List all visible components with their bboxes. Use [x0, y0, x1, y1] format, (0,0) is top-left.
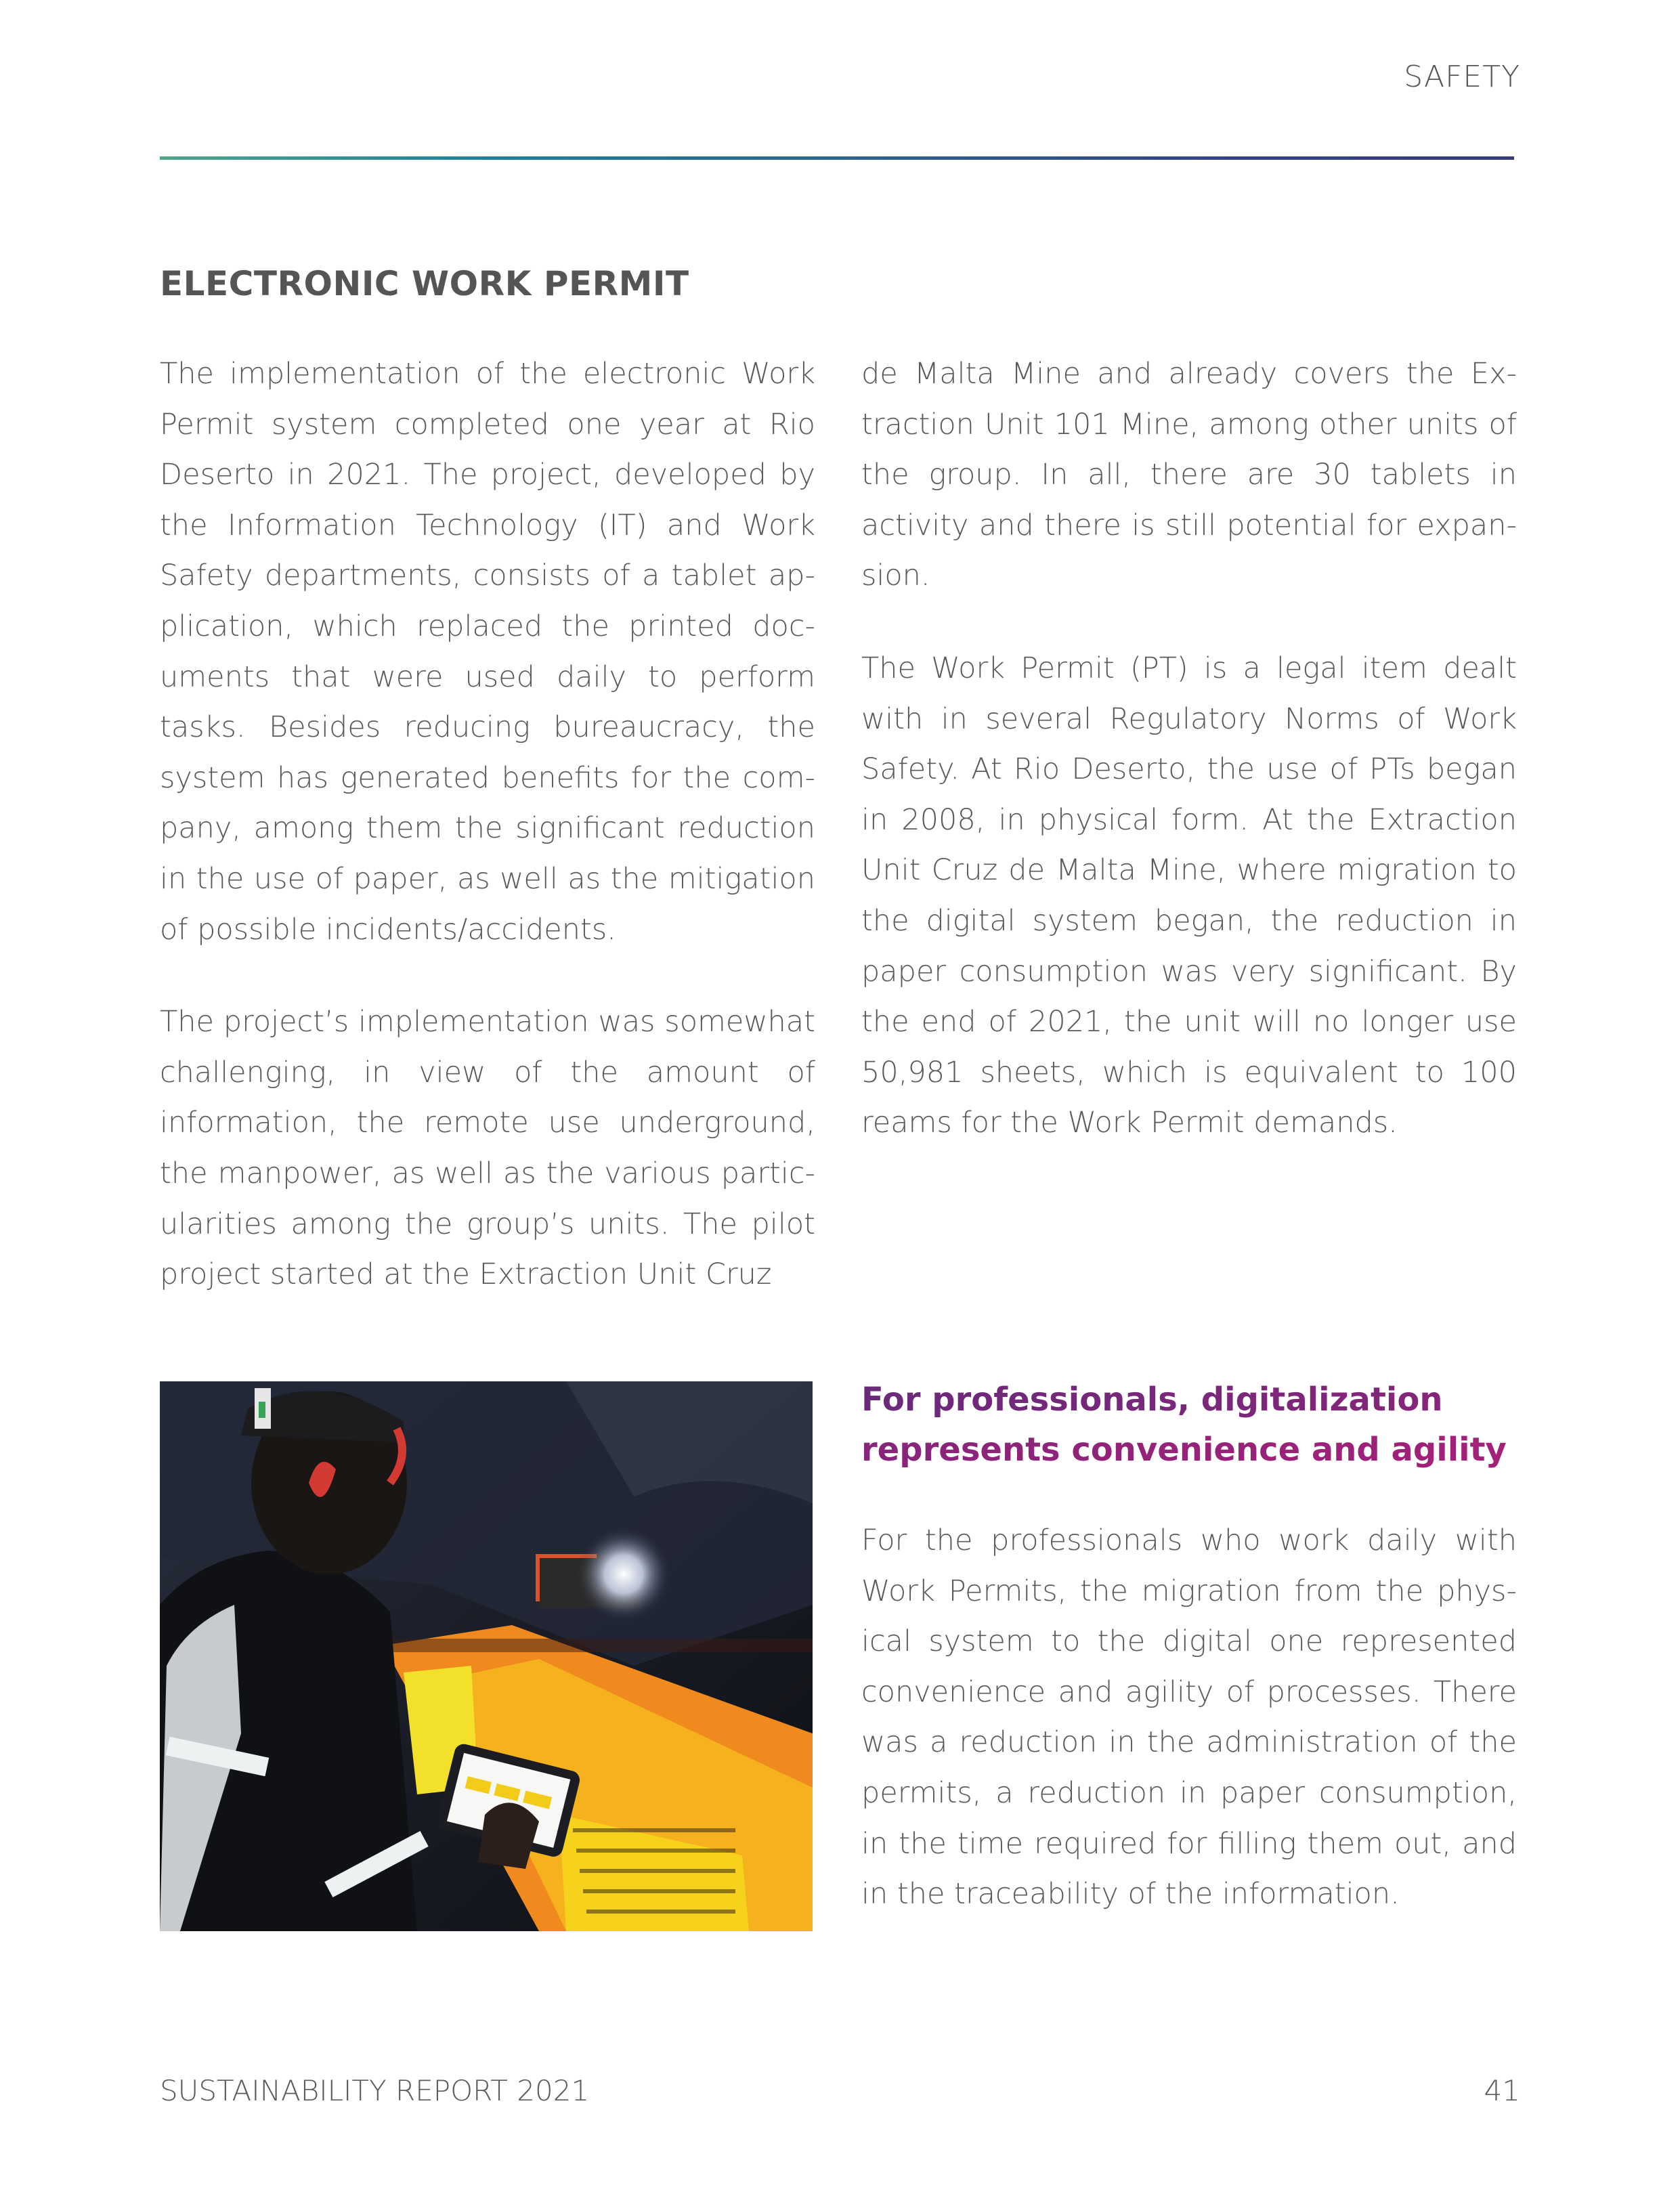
- bottom-text-column: [861, 1515, 1517, 1920]
- report-title: SUSTAINABILITY REPORT 2021: [160, 2074, 590, 2107]
- paragraph: The project’s implementation was somewhat challenging, in view of the amount of information, the remote use underground, the manpower, as well as the various particularities among the group’s units. The pilot project started at the Extraction Unit Cruz: [160, 1005, 815, 1292]
- paragraph: The implementation of the electronic Work Permit system completed one year at Rio Deserto in 2021. The project, developed by the Information Technology (IT) and Work Safety departments, consists of a tablet application, which replaced the printed documents that were used daily to perform tasks. Besides reducing bureaucracy, the system has generated benefits for the company, among them the significant reduction in the use of paper, as well as the mitigation of possible incidents/accidents.: [160, 357, 815, 947]
- mine-worker-photo: [160, 1381, 813, 1931]
- paragraph: For the professionals who work daily with Work Permits, the migration from the physical system to the digital one represented convenience and agility of processes. There was a reduction in the administration of the permits, a reduction in paper consumption, in the time required for filling them out, and in the traceability of the information.: [861, 1524, 1517, 1912]
- left-text-column: [160, 349, 815, 1300]
- section-label: SAFETY: [1404, 60, 1520, 94]
- paragraph: The Work Permit (PT) is a legal item dealt with in several Regulatory Norms of Work Safety. At Rio Deserto, the use of PTs began in 2008, in physical form. At the Extraction Unit Cruz de Malta Mine, where migration to the digital system began, the reduction in paper consumption was very significant. By the end of 2021, the unit will no longer use 50,981 sheets, which is equivalent to 100 reams for the Work Permit demands.: [861, 651, 1517, 1140]
- subheading: [861, 1375, 1525, 1475]
- page-number: 41: [1484, 2074, 1520, 2107]
- subheading-text: For professionals, digitalization represents convenience and agility: [861, 1381, 1507, 1469]
- photo-illustration: [160, 1381, 813, 1931]
- header-divider: [160, 156, 1514, 160]
- right-text-column: [861, 349, 1517, 1148]
- article-title: ELECTRONIC WORK PERMIT: [160, 264, 689, 303]
- paragraph: de Malta Mine and already covers the Extraction Unit 101 Mine, among other units of the group. In all, there are 30 tablets in activity and there is still potential for expansion.: [861, 357, 1517, 593]
